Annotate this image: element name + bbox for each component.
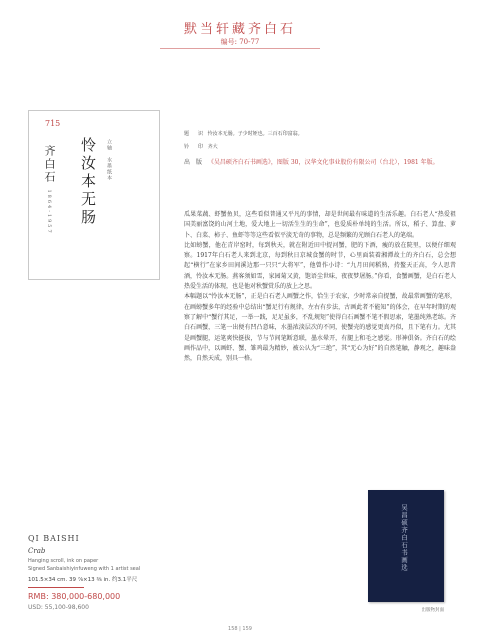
essay-paragraph: 本幅题以“怜汝本无肠”，正是白石老人画蟹之作，恰生于农家，少时常亲自捉蟹，故最常画蟹的笔形，在画螃蟹多年的经验中总结出“蟹足行有规律，左右有步法，古画此者不能知”的体会，在早年时期的观察了解中“蟹行其足，一举一践，足足虽多，不乱规矩”使得白石画蟹不笔不假思索，笔墨纯熟老练。齐白石画蟹，三笔一出便有凹凸意味，水墨浓淡层次的不同，使蟹壳的感觉更真丹似，且下笔有力。尤其是画蟹腿，运笔爽快挺拔，节与节间笔断意联，墨水晕开，有腿上和毛之感觉。形神俱备。齐白石的绘画作品中，以画虾、蟹、雏鸡最为精妙，被公认为“三绝”，其“无心为好”的自然笔触，静观之，趣味盎然，自然天成，别具一格。	[184, 293, 456, 363]
english-artist: QI BAISHI	[28, 534, 80, 543]
essay-paragraph: 瓜果菜蔬、虾蟹鱼贝，这些看似普通又平凡的事情，却是世间最有味道的生活乐趣。白石老人“热爱祖国美丽富饶的山河土地，爱大地上一切活生生的生命”，也爱质朴单纯的生活。所以，稻子、算盘、萝卜、白菜、柿子、鱼虾等等这些看似平淡无奇的事物，总是频繁的光顾白石老人的笔端。	[184, 211, 456, 239]
page-number: 158 | 159	[228, 626, 252, 632]
artist-name: 齐白石	[43, 145, 56, 184]
essay-body	[184, 210, 456, 364]
english-title: Crab	[28, 547, 46, 555]
inscription-row	[184, 130, 303, 137]
seal-value: 齐大	[207, 144, 218, 150]
header-subtitle: 编号: 70-77	[220, 38, 260, 46]
artist-dates: 1864-1957	[46, 189, 52, 235]
dimensions: 101.5×34 cm. 39 ⅞×13 ⅜ in. 约3.1平尺	[28, 577, 138, 583]
estimate-rmb: RMB: 380,000-680,000	[28, 592, 121, 601]
inscription-label: 题 识	[184, 131, 206, 137]
artist-block	[41, 145, 57, 235]
english-signature: Signed Sanbaishiyinfuweng with 1 artist seal	[28, 566, 141, 572]
seal-label: 钤 印	[184, 144, 206, 150]
publication-row	[184, 158, 454, 168]
artwork-title: 怜汝本无肠	[79, 137, 97, 227]
book-caption: 出版物封面	[421, 608, 444, 613]
publication-value: 《吴昌硕齐白石书画选》，图版 30，汉华文化事业股份有限公司（台北），1981 年版。	[207, 159, 439, 166]
book-cover-image	[368, 490, 444, 602]
estimate-divider	[28, 587, 84, 588]
inscription-value: 怜汝本无肠。子少时姪也。三百石印富翁。	[207, 131, 303, 137]
english-medium: Hanging scroll, ink on paper	[28, 558, 99, 564]
lot-number: 715	[45, 119, 61, 128]
header-divider	[160, 48, 320, 49]
essay-paragraph: 比如螃蟹，他在青岸窑时，每到秋天，就在附近田中捉河蟹，肥的下酒，瘦的放在院里，以便仔细观察。1917年白石老人来到北京，每到秋日京城食蟹的时节，心里面装着湘潭故土的齐白石，总会想起“横行”在家乡田间溪边那一只只“大将军”，他曾作小诗：“九月田间稻熟，持鳌天正高，令人思昔酒，怜汝本无肠。燕客须如雪，家园菊又黄，饱语尘世味，夜夜梦屠肠。”你看，食蟹画蟹，是白石老人热爱生活的体现，也是他对秋蟹赏乐的放上之思。	[184, 241, 456, 291]
title-card	[28, 110, 160, 280]
seal-row	[184, 143, 218, 150]
publication-label: 出 版	[184, 159, 203, 166]
artwork-medium: 立轴 水墨纸本	[106, 139, 112, 181]
book-cover-title: 吴昌硕齐白石书画选	[400, 504, 408, 572]
estimate-usd: USD: 55,100-98,600	[28, 604, 89, 611]
header-title: 默当轩藏齐白石	[183, 22, 296, 37]
